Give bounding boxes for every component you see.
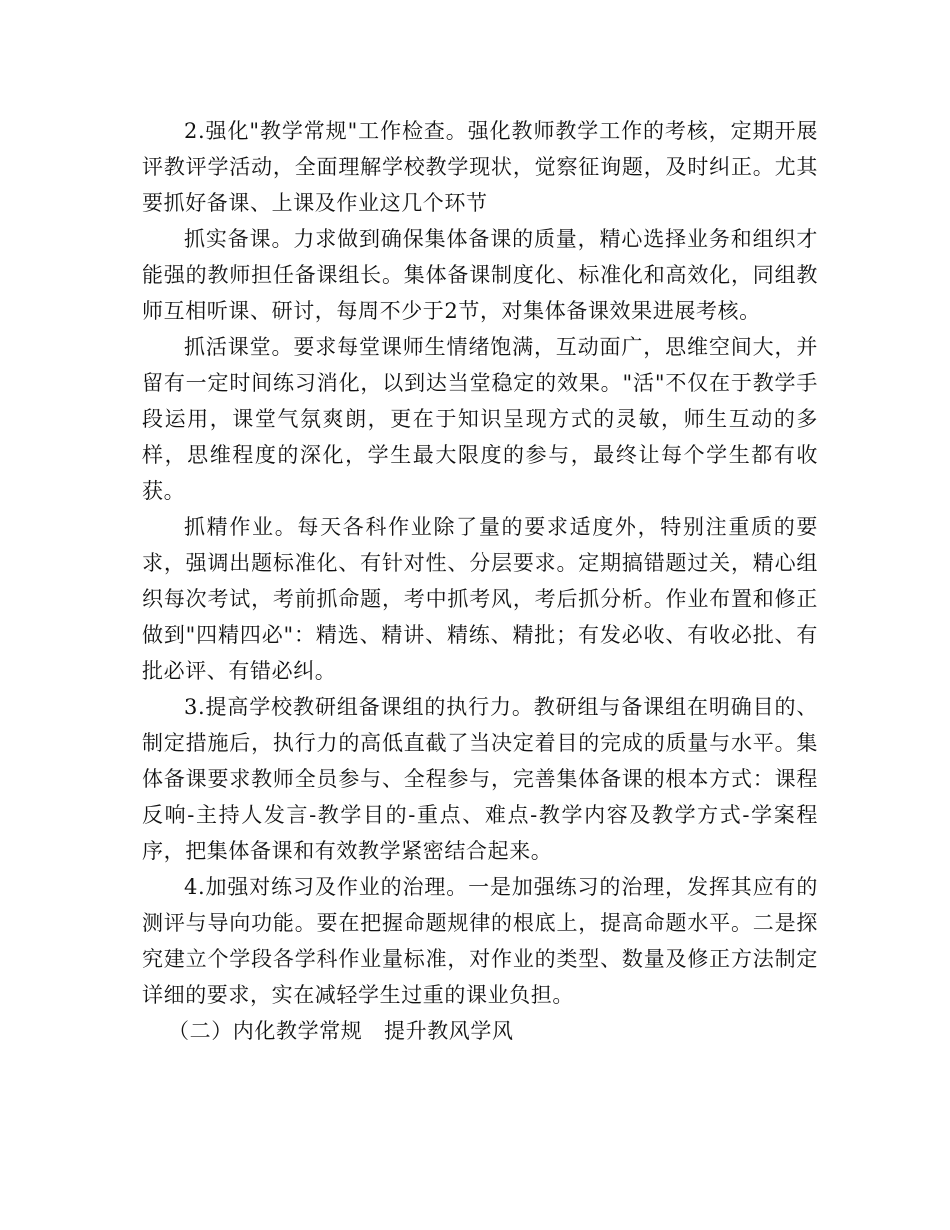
- paragraph-homework: 抓精作业。每天各科作业除了量的要求适度外，特别注重质的要求，强调出题标准化、有针对性、分层要求。定期搞错题过关，精心组织每次考试，考前抓命题，考中抓考风，考后抓分析。作业布置和修正做到"四精四必"：精选、精讲、精练、精批；有发必收、有收必批、有批必评、有错必纠。: [142, 515, 818, 683]
- paragraph-research-group-execution: 3.提高学校教研组备课组的执行力。教研组与备课组在明确目的、制定措施后，执行力的高低直截了当决定着目的完成的质量与水平。集体备课要求教师全员参与、全程参与，完善集体备课的根本方式：课程反响-主持人发言-教学目的-重点、难点-教学内容及教学方式-学案程序，把集体备课和有效教学紧密结合起来。: [142, 695, 818, 863]
- paragraph-lesson-preparation: 抓实备课。力求做到确保集体备课的质量，精心选择业务和组织才能强的教师担任备课组长。集体备课制度化、标准化和高效化，同组教师互相听课、研讨，每周不少于2节，对集体备课效果进展考核。: [142, 227, 818, 323]
- document-body: [142, 113, 818, 1049]
- section-heading: （二）内化教学常规 提升教风学风: [168, 1019, 514, 1043]
- paragraph-exercise-management: 4.加强对练习及作业的治理。一是加强练习的治理，发挥其应有的测评与导向功能。要在把握命题规律的根底上，提高命题水平。二是探究建立个学段各学科作业量标准，对作业的类型、数量及修正方法制定详细的要求，实在减轻学生过重的课业负担。: [142, 875, 818, 1007]
- paragraph-teaching-routine-check: 2.强化"教学常规"工作检查。强化教师教学工作的考核，定期开展评教评学活动，全面理解学校教学现状，觉察征询题，及时纠正。尤其要抓好备课、上课及作业这几个环节: [142, 119, 818, 215]
- paragraph-active-classroom: 抓活课堂。要求每堂课师生情绪饱满，互动面广，思维空间大，并留有一定时间练习消化，以到达当堂稳定的效果。"活"不仅在于教学手段运用，课堂气氛爽朗，更在于知识呈现方式的灵敏，师生互动的多样，思维程度的深化，学生最大限度的参与，最终让每个学生都有收获。: [142, 335, 818, 503]
